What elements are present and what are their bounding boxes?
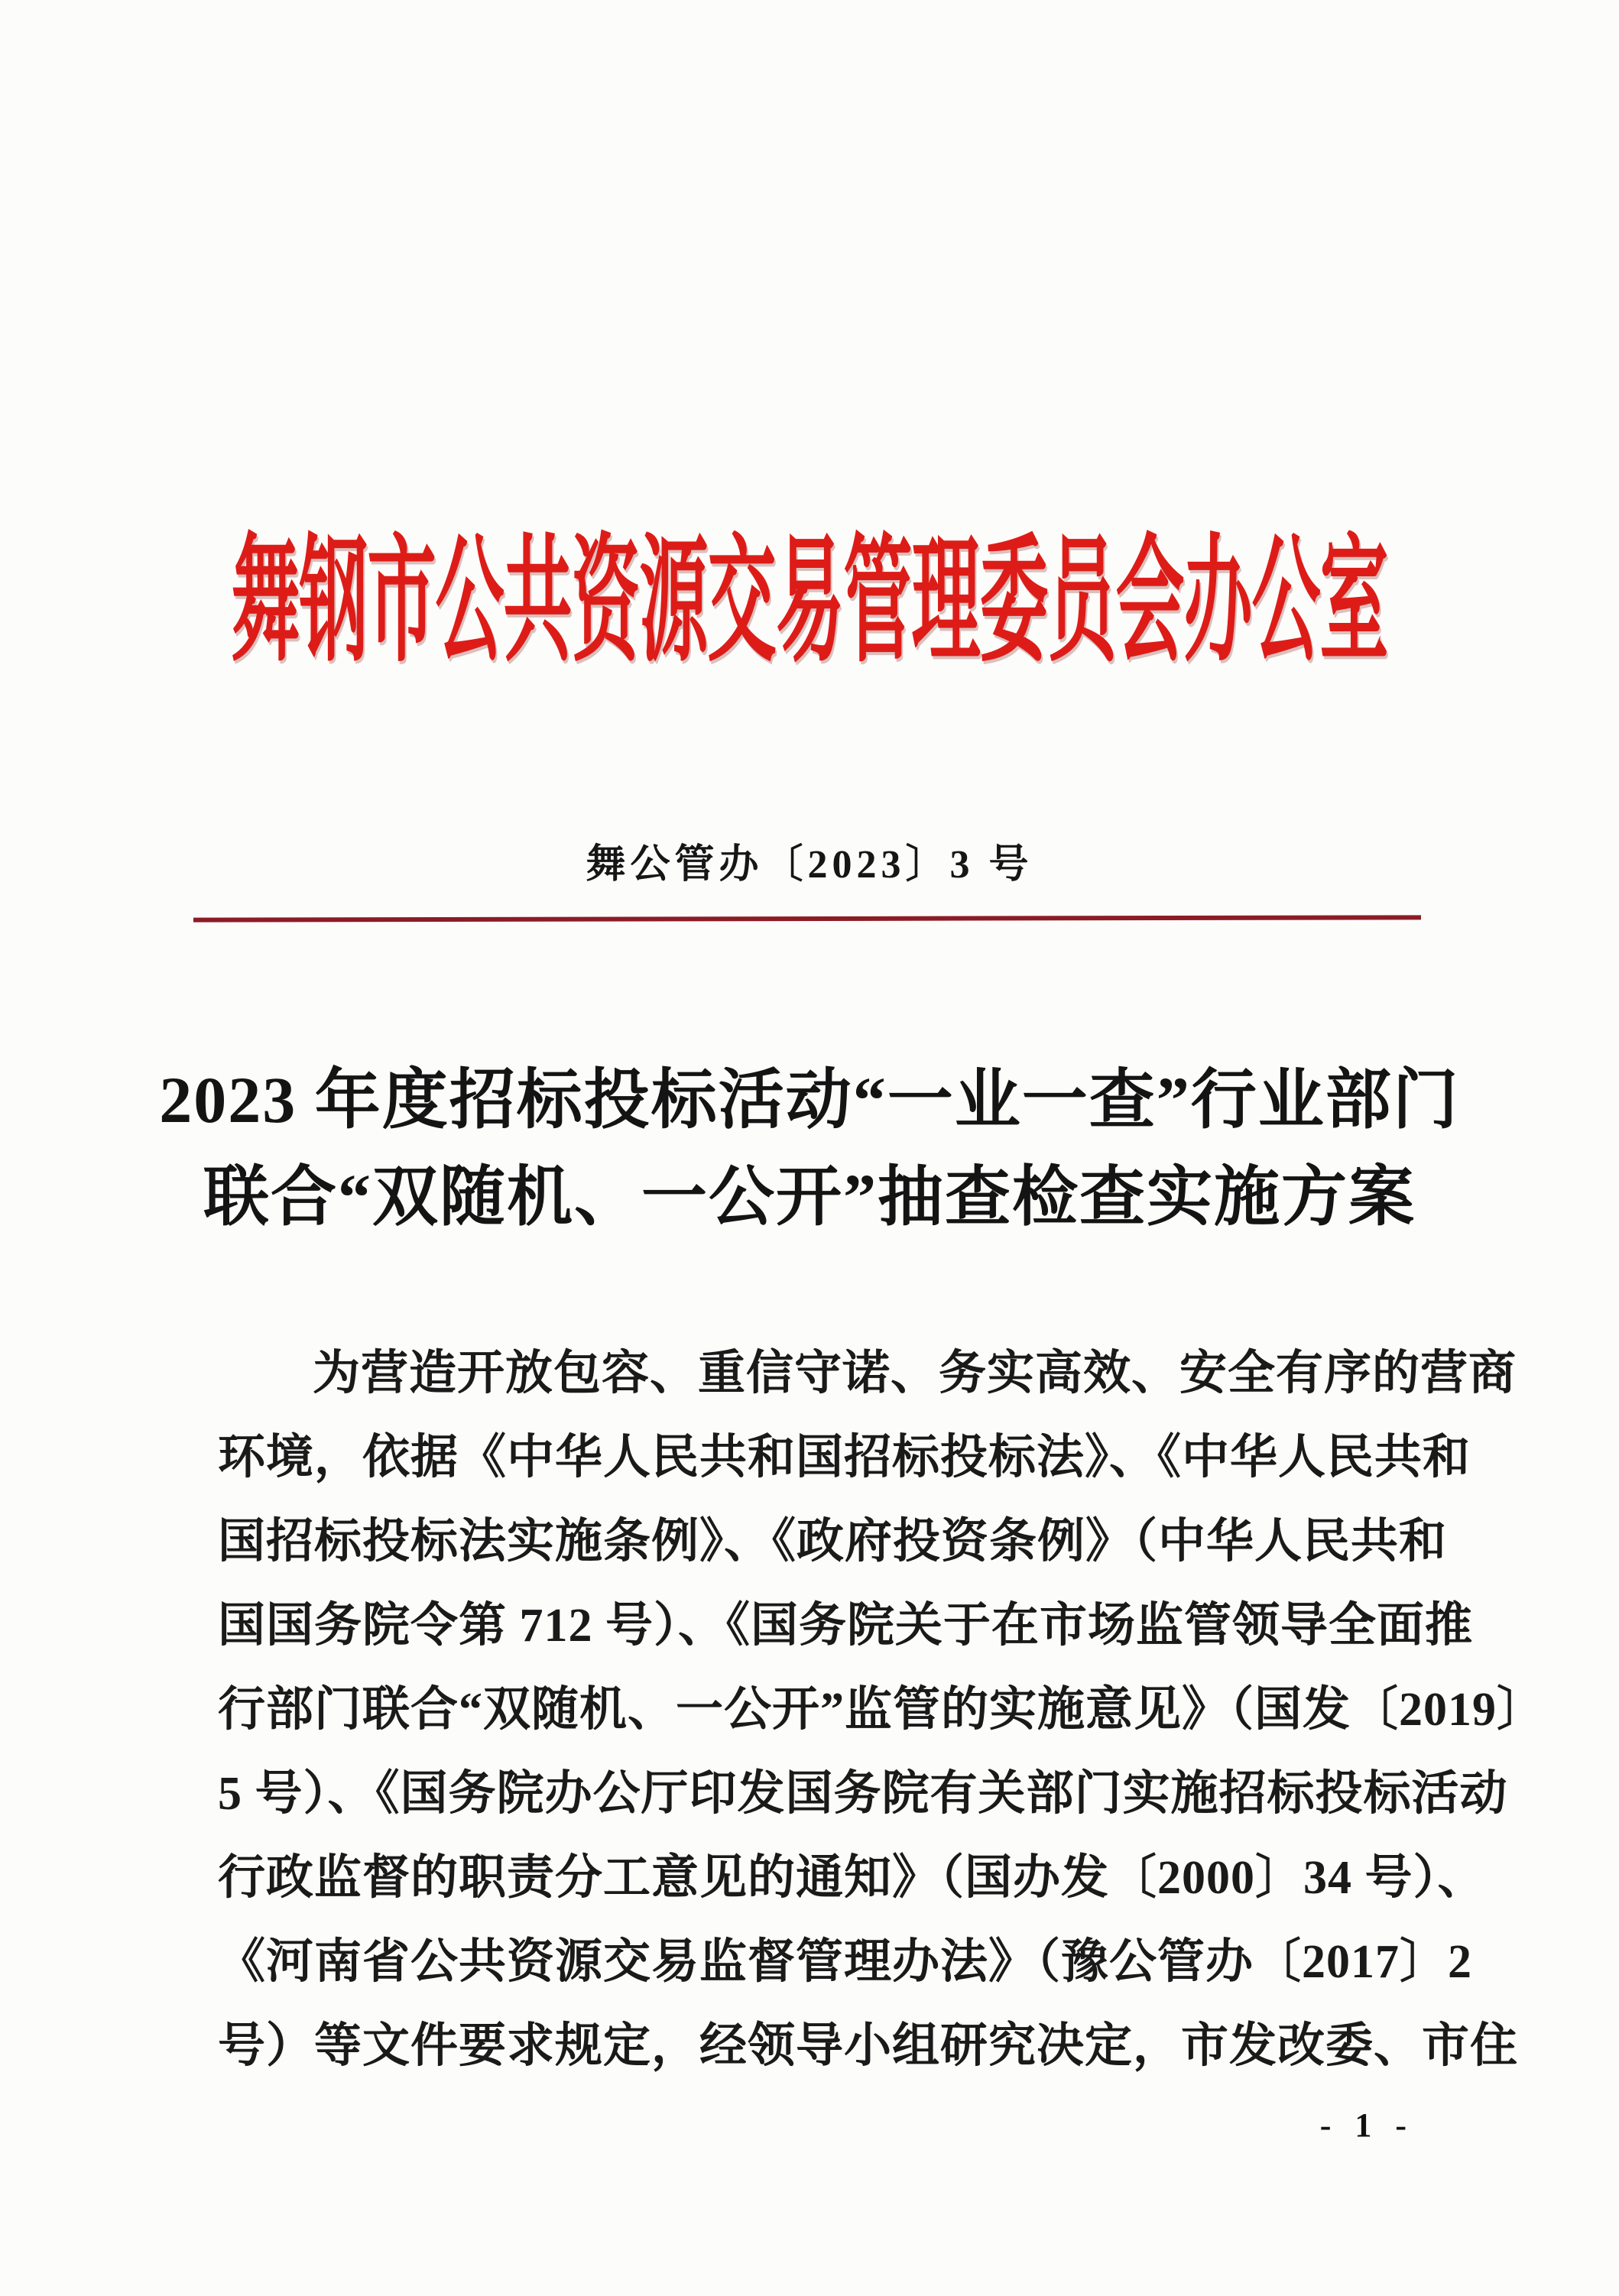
red-header-org-title <box>0 527 1619 679</box>
red-divider-line <box>193 915 1421 922</box>
body-text-line: 行政监督的职责分工意见的通知》（国办发〔2000〕34 号）、 <box>218 1852 1486 1904</box>
document-title-line1: 2023 年度招标投标活动“一业一查”行业部门 <box>159 1063 1460 1137</box>
body-text-line: 为营造开放包容、重信守诺、务实高效、安全有序的营商 <box>313 1347 1517 1399</box>
document-body <box>218 1331 1546 2088</box>
body-text-line: 国招标投标法实施条例》、《政府投资条例》（中华人民共和 <box>218 1516 1448 1568</box>
body-text-line: 行部门联合“双随机、一公开”监管的实施意见》（国发〔2019〕 <box>218 1684 1546 1736</box>
body-text-line: 国国务院令第 712 号）、《国务院关于在市场监管领导全面推 <box>218 1600 1474 1652</box>
document-title <box>0 1052 1619 1246</box>
org-title-text: 舞钢市公共资源交易管理委员会办公室 <box>231 527 1388 679</box>
doc-reference-number: 舞公管办〔2023〕3 号 <box>586 843 1033 887</box>
body-text-line: 环境，依据《中华人民共和国招标投标法》、《中华人民共和 <box>218 1432 1471 1484</box>
document-title-line2: 联合“双随机、一公开”抽查检查实施方案 <box>203 1160 1416 1234</box>
body-text-line: 5 号）、《国务院办公厅印发国务院有关部门实施招标投标活动 <box>218 1768 1508 1820</box>
body-text-line: 《河南省公共资源交易监督管理办法》（豫公管办〔2017〕2 <box>218 1936 1473 1988</box>
page-number: - 1 - <box>1319 2106 1414 2144</box>
body-text-line: 号）等文件要求规定，经领导小组研究决定，市发改委、市住 <box>218 2020 1519 2072</box>
